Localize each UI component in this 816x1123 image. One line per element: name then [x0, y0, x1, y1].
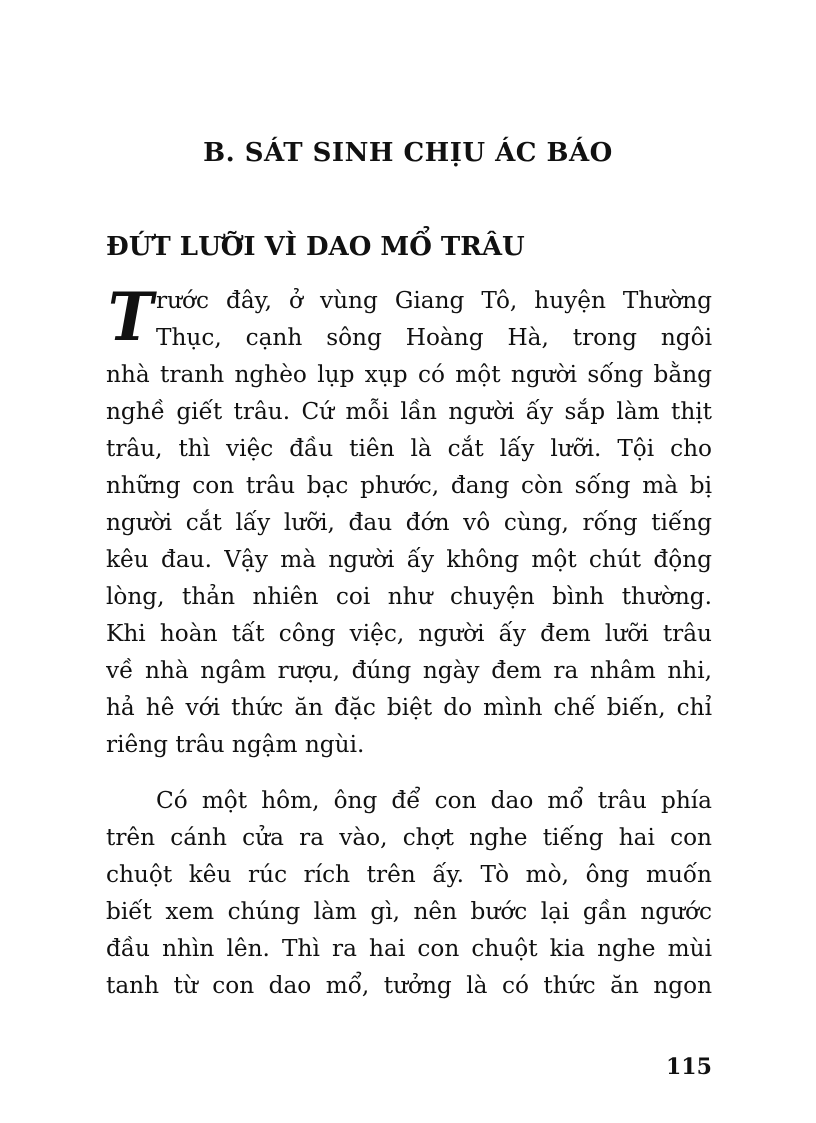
paragraph-line: trên cánh cửa ra vào, chợt nghe tiếng hai con — [106, 824, 712, 851]
paragraph-line: Khi hoàn tất công việc, người ấy đem lưỡi trâu — [106, 620, 712, 647]
paragraph-line: người cắt lấy lưỡi, đau đớn vô cùng, rống tiếng — [106, 509, 712, 536]
paragraph-line: biết xem chúng làm gì, nên bước lại gần ngước — [106, 898, 712, 925]
paragraph-line: Có một hôm, ông để con dao mổ trâu phía — [156, 787, 712, 814]
paragraph-line: lòng, thản nhiên coi như chuyện bình thường. — [106, 583, 712, 610]
drop-cap-letter: T — [108, 278, 154, 356]
paragraph-line: rước đây, ở vùng Giang Tô, huyện Thường — [156, 287, 712, 314]
paragraph-line: chuột kêu rúc rích trên ấy. Tò mò, ông muốn — [106, 861, 712, 888]
paragraph-line: hả hê với thức ăn đặc biệt do mình chế biến, chỉ — [106, 694, 712, 721]
paragraph-line: nhà tranh nghèo lụp xụp có một người sống bằng — [106, 361, 712, 388]
story-title: ĐỨT LƯỠI VÌ DAO MỔ TRÂU — [106, 232, 525, 262]
paragraph-line: đầu nhìn lên. Thì ra hai con chuột kia nghe mùi — [106, 935, 712, 962]
paragraph-line: kêu đau. Vậy mà người ấy không một chút động — [106, 546, 712, 573]
paragraph-line: tanh từ con dao mổ, tưởng là có thức ăn ngon — [106, 972, 712, 999]
paragraph-line: Thục, cạnh sông Hoàng Hà, trong ngôi — [156, 324, 712, 351]
paragraph-line: riêng trâu ngậm ngùi. — [106, 731, 365, 758]
paragraph-line: những con trâu bạc phước, đang còn sống mà bị — [106, 472, 712, 499]
page-number: 115 — [666, 1054, 712, 1080]
section-title: B. SÁT SINH CHỊU ÁC BÁO — [203, 138, 613, 168]
paragraph-2 — [106, 782, 712, 1004]
paragraph-1 — [106, 278, 712, 763]
paragraph-line: nghề giết trâu. Cứ mỗi lần người ấy sắp làm thịt — [106, 398, 712, 425]
paragraph-line: về nhà ngâm rượu, đúng ngày đem ra nhâm nhi, — [106, 657, 712, 684]
paragraph-line: trâu, thì việc đầu tiên là cắt lấy lưỡi. Tội cho — [106, 435, 712, 462]
